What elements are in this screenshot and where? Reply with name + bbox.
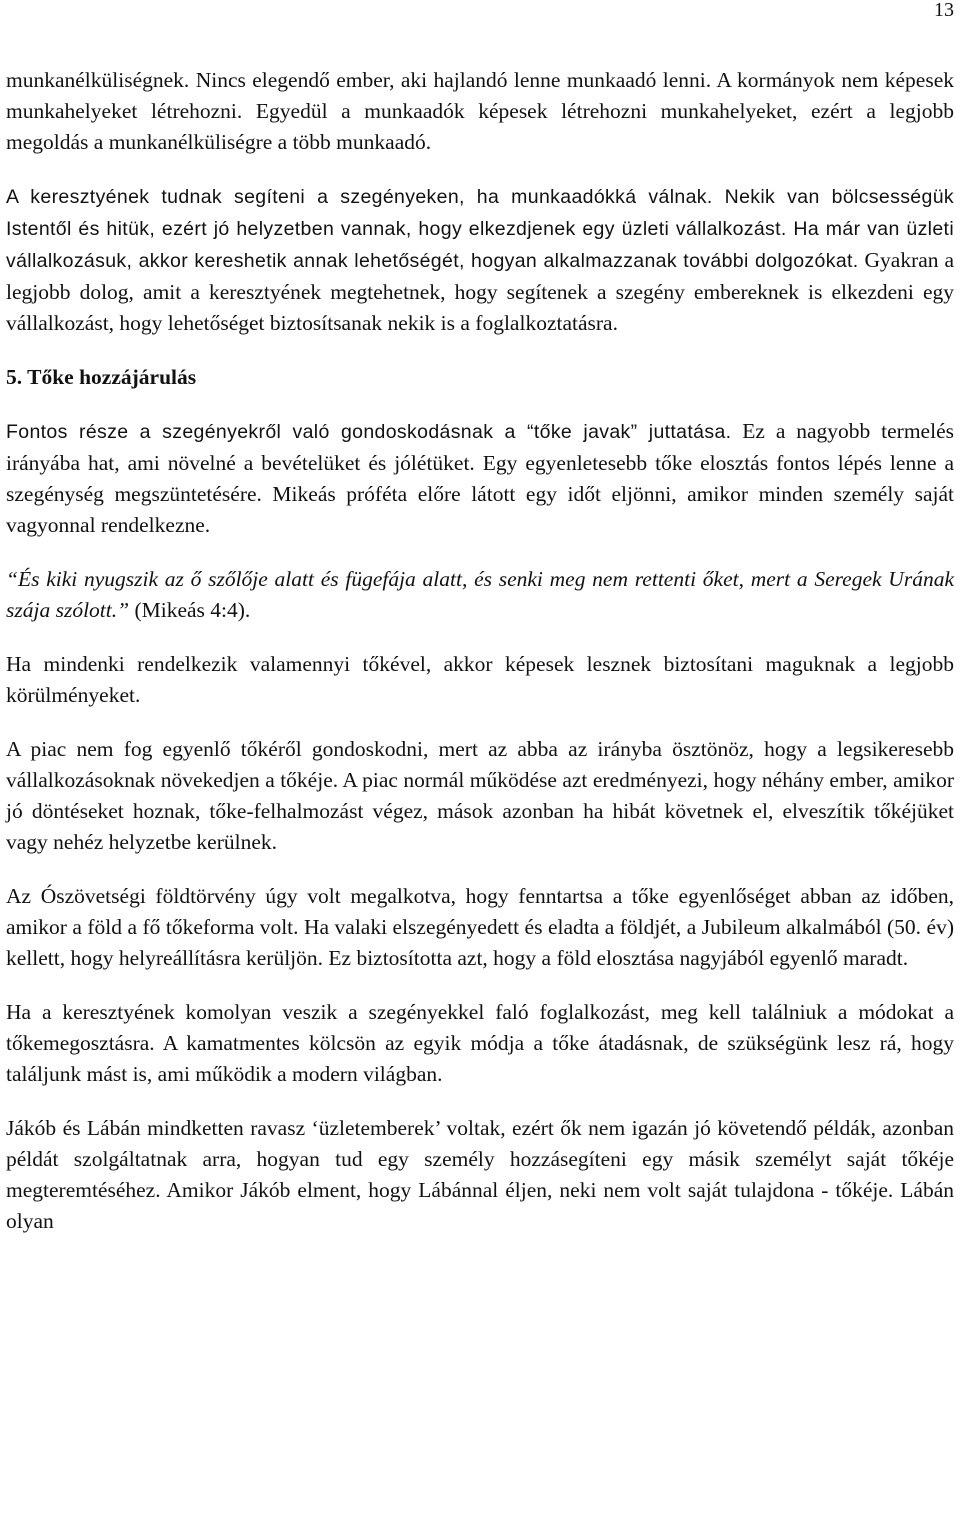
page-number: 13 [934, 0, 954, 21]
bible-quote-reference: (Mikeás 4:4). [129, 598, 251, 622]
paragraph-capital-goods [6, 416, 954, 541]
bible-quote [6, 564, 954, 626]
bible-quote-text: “És kiki nyugszik az ő szőlője alatt és fügefája alatt, és senki meg nem rettenti őket, mert a Seregek Urának szája szólott.” [6, 567, 954, 622]
paragraph-christian-employers-serif-part: Gyakran a legjobb dolog, amit a keresztyének megtehetnek, hogy segítenek a szegény embereknek is elkezdeni egy vállalkozást, hogy lehetőséget biztosítsanak nekik is a foglalkoztatásra. [6, 248, 954, 335]
paragraph-capital-goods-sans-part: Fontos része a szegényekről való gondoskodásnak a “tőke javak” juttatása. [6, 421, 732, 443]
paragraph-unemployment: munkanélküliségnek. Nincs elegendő ember, aki hajlandó lenne munkaadó lenni. A kormányok nem képesek munkahelyeket létrehozni. Egyedül a munkaadók képesek létrehozni munkahelyeket, ezért a legjobb megoldás a munkanélküliségre a több munkaadó. [6, 68, 954, 154]
paragraph-jacob-laban: Jákób és Lábán mindketten ravasz ‘üzletemberek’ voltak, ezért ők nem igazán jó követendő példák, azonban példát szolgáltatnak arra, hogyan tud egy személy hozzásegíteni egy másik személyt saját tőkéje megteremtéséhez. Amikor Jákób elment, hogy Lábánnal éljen, neki nem volt saját tulajdona - tőkéje. Lábán olyan [6, 1116, 954, 1233]
section-heading: 5. Tőke hozzájárulás [6, 365, 197, 389]
document-body [6, 65, 954, 1237]
paragraph-old-testament-law: Az Ószövetségi földtörvény úgy volt megalkotva, hogy fenntartsa a tőke egyenlőséget abban az időben, amikor a föld a fő tőkeforma volt. Ha valaki elszegényedett és eladta a földjét, a Jubileum alkalmából (50. év) kellett, hogy helyreállításra kerüljön. Ez biztosította azt, hogy a föld elosztása nagyjából egyenlő maradt. [6, 884, 954, 970]
paragraph-christian-employers [6, 181, 954, 339]
paragraph-capital-goods-serif-part: Ez a nagyobb termelés irányába hat, ami növelné a bevételüket és jólétüket. Egy egyenletesebb tőke elosztás fontos lépés lenne a szegénység megszüntetésére. Mikeás próféta előre látott egy időt eljönni, amikor minden személy saját vagyonnal rendelkezne. [6, 419, 954, 537]
paragraph-everyone-capital: Ha mindenki rendelkezik valamennyi tőkével, akkor képesek lesznek biztosítani maguknak a legjobb körülményeket. [6, 652, 954, 707]
paragraph-capital-sharing: Ha a keresztyének komolyan veszik a szegényekkel faló foglalkozást, meg kell találniuk a módokat a tőkemegosztásra. A kamatmentes kölcsön az egyik módja a tőke átadásnak, de szükségünk lesz rá, hogy találjunk mást is, ami működik a modern világban. [6, 1000, 954, 1086]
paragraph-market: A piac nem fog egyenlő tőkéről gondoskodni, mert az abba az irányba ösztönöz, hogy a legsikeresebb vállalkozásoknak növekedjen a tőkéje. A piac normál működése azt eredményezi, hogy néhány ember, amikor jó döntéseket hoznak, tőke-felhalmozást végez, mások azonban ha hibát követnek el, elveszítik tőkéjüket vagy nehéz helyzetbe kerülnek. [6, 737, 954, 854]
paragraph-christian-employers-sans-part: A keresztyének tudnak segíteni a szegényeken, ha munkaadókká válnak. Nekik van bölcsességük Istentől és hitük, ezért jó helyzetben vannak, hogy elkezdjenek egy üzleti vállalkozást. Ha már van üzleti vállalkozásuk, akkor kereshetik annak lehetőségét, hogyan alkalmazzanak további dolgozókat. [6, 186, 954, 272]
